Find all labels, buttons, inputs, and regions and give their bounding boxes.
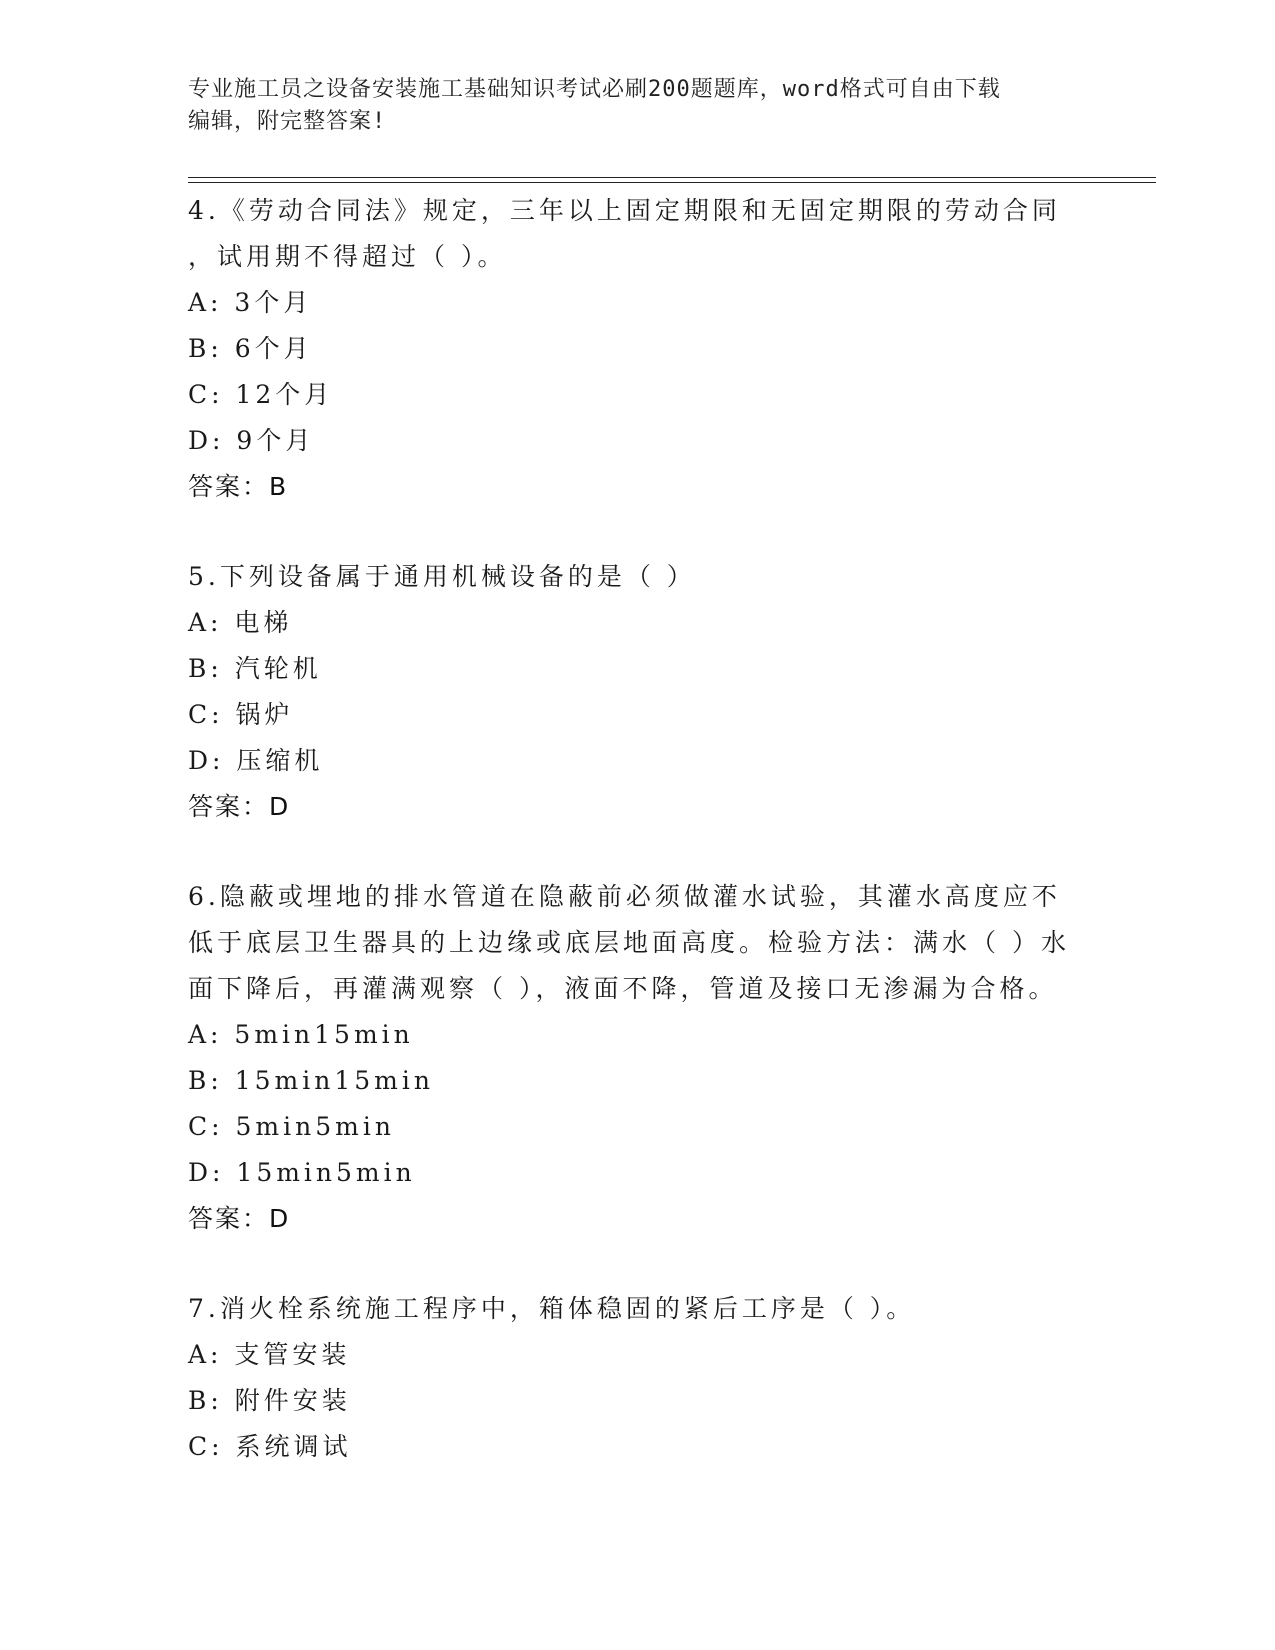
- answer-line: 答案：D: [188, 1204, 291, 1233]
- option-a: A: 3个月: [188, 288, 313, 317]
- question-stem: [188, 188, 1088, 280]
- header-divider-bottom: [188, 182, 1156, 183]
- question-6: [188, 874, 1088, 1242]
- header-line-1: 专业施工员之设备安装施工基础知识考试必刷200题题库，word格式可自由下载: [188, 77, 1001, 102]
- stem-line: 面下降后，再灌满观察（ ），液面不降，管道及接口无渗漏为合格。: [188, 974, 1058, 1003]
- header-line-2: 编辑，附完整答案!: [188, 109, 387, 134]
- question-4: [188, 188, 1088, 510]
- option-b: B: 15min15min: [188, 1066, 434, 1095]
- question-7: [188, 1286, 1088, 1470]
- answer-line: 答案：B: [188, 472, 289, 501]
- question-stem: [188, 874, 1088, 1012]
- option-c: C: 12个月: [188, 380, 334, 409]
- question-spacer: [188, 510, 1088, 554]
- header-divider-top: [188, 177, 1156, 178]
- option-a: A: 5min15min: [188, 1020, 414, 1049]
- stem-line: 6.隐蔽或埋地的排水管道在隐蔽前必须做灌水试验，其灌水高度应不: [188, 882, 1061, 911]
- answer-line: 答案：D: [188, 792, 291, 821]
- option-d: D: 15min5min: [188, 1158, 416, 1187]
- question-stem: [188, 1286, 1088, 1332]
- option-a: A: 支管安装: [188, 1340, 351, 1369]
- option-b: B: 6个月: [188, 334, 313, 363]
- option-c: C: 系统调试: [188, 1432, 352, 1461]
- stem-line: 低于底层卫生器具的上边缘或底层地面高度。检验方法：满水（ ）水: [188, 928, 1070, 957]
- question-list: [188, 188, 1088, 1470]
- question-spacer: [188, 1242, 1088, 1286]
- option-d: D: 9个月: [188, 426, 315, 455]
- option-b: B: 附件安装: [188, 1386, 351, 1415]
- stem-line: ，试用期不得超过（ ）。: [188, 242, 507, 271]
- stem-line: 4.《劳动合同法》规定，三年以上固定期限和无固定期限的劳动合同: [188, 196, 1061, 225]
- option-d: D: 压缩机: [188, 746, 324, 775]
- option-c: C: 锅炉: [188, 700, 294, 729]
- option-b: B: 汽轮机: [188, 654, 322, 683]
- option-a: A: 电梯: [188, 608, 293, 637]
- question-stem: [188, 554, 1088, 600]
- question-spacer: [188, 830, 1088, 874]
- option-c: C: 5min5min: [188, 1112, 395, 1141]
- stem-line: 7.消火栓系统施工程序中，箱体稳固的紧后工序是（ ）。: [188, 1294, 916, 1323]
- question-5: [188, 554, 1088, 830]
- document-header: [188, 74, 1088, 138]
- stem-line: 5.下列设备属于通用机械设备的是（ ）: [188, 562, 696, 591]
